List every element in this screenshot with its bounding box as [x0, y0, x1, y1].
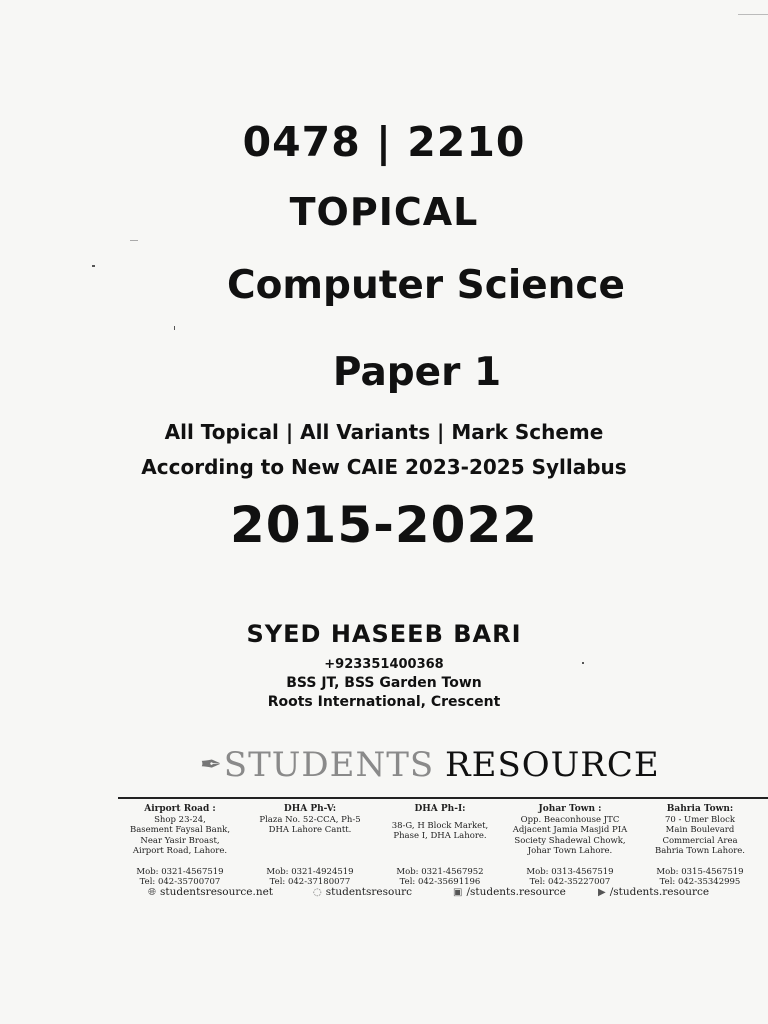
instagram-icon: ◌ [313, 886, 322, 898]
facebook-text: /students.resource [466, 886, 566, 898]
branch-list [118, 804, 768, 888]
address-line: Opp. Beaconhouse JTC [520, 814, 620, 825]
address-line: Johar Town Lahore. [527, 846, 613, 856]
branch-name: DHA Ph-I: [414, 804, 466, 814]
instagram-link[interactable] [313, 886, 453, 898]
author-affiliation-1: BSS JT, BSS Garden Town [286, 675, 482, 691]
author-phone: +923351400368 [324, 657, 444, 672]
address-line: Phase I, DHA Lahore. [393, 831, 487, 841]
topical-heading: TOPICAL [289, 190, 479, 234]
address-line: Commercial Area [662, 835, 738, 846]
instagram-text: studentsresourc [325, 886, 413, 898]
address-line: Bahria Town Lahore. [654, 846, 746, 856]
branch-dha-ph-v [248, 804, 372, 888]
branch-mobile: Mob: 0321-4924519 [266, 866, 354, 877]
address-line: Airport Road, Lahore. [132, 846, 228, 856]
logo-wordmark [224, 745, 660, 785]
branch-address [248, 815, 372, 867]
subtitle-line-2: According to New CAIE 2023-2025 Syllabus [141, 455, 627, 479]
students-resource-logo [200, 745, 680, 785]
website-text: studentsresource.net [160, 886, 274, 898]
branch-telephone: Tel: 042-35227007 [529, 877, 611, 887]
branch-telephone: Tel: 042-35342995 [659, 877, 741, 887]
subject-heading: Computer Science [227, 263, 625, 308]
scan-speck [738, 14, 768, 15]
branch-name: Johar Town : [538, 804, 602, 814]
scan-speck [582, 662, 584, 664]
branch-address [118, 815, 242, 867]
branch-mobile: Mob: 0313-4567519 [526, 866, 614, 877]
globe-icon: 🌐︎ [148, 886, 156, 898]
branch-mobile: Mob: 0321-4567952 [396, 866, 484, 877]
address-line: DHA Lahore Cantt. [268, 825, 352, 835]
address-line: Shop 23-24, [154, 814, 206, 825]
youtube-icon: ▶ [598, 886, 606, 898]
branch-address [638, 815, 762, 867]
logo-word-students: STUDENTS [223, 745, 435, 785]
address-line: Main Boulevard [665, 825, 735, 835]
year-range: 2015-2022 [229, 496, 539, 554]
author-name: SYED HASEEB BARI [246, 620, 522, 648]
branch-telephone: Tel: 042-35691196 [399, 877, 481, 887]
address-line: Plaza No. 52-CCA, Ph-5 [259, 814, 361, 825]
branch-address [508, 815, 632, 867]
branch-name: DHA Ph-V: [283, 804, 337, 814]
branch-johar-town [508, 804, 632, 888]
address-line: 70 - Umer Block [664, 814, 736, 825]
author-affiliation-2: Roots International, Crescent [267, 694, 501, 710]
paper-heading: Paper 1 [332, 350, 502, 395]
branch-mobile: Mob: 0321-4567519 [136, 866, 224, 877]
address-line: Society Shadewal Chowk, [514, 835, 626, 846]
scan-speck [174, 326, 175, 330]
branch-bahria-town [638, 804, 762, 888]
address-line: 38-G, H Block Market, [391, 820, 489, 831]
website-link[interactable] [148, 886, 313, 898]
branch-mobile: Mob: 0315-4567519 [656, 866, 744, 877]
address-line: Basement Faysal Bank, [129, 825, 231, 835]
address-line: Adjacent Jamia Masjid PIA [512, 825, 628, 835]
branch-airport-road [118, 804, 242, 888]
youtube-text: /students.resource [609, 886, 710, 898]
logo-word-resource: RESOURCE [445, 745, 660, 785]
youtube-link[interactable] [598, 886, 748, 898]
branch-telephone: Tel: 042-35700707 [139, 877, 221, 887]
branch-name: Airport Road : [144, 804, 216, 814]
branch-name: Bahria Town: [666, 804, 734, 814]
footer-divider [118, 797, 768, 799]
subtitle-line-1: All Topical | All Variants | Mark Scheme [164, 420, 604, 444]
scan-speck [92, 265, 95, 267]
branch-address [378, 815, 502, 867]
branch-dha-ph-i [378, 804, 502, 888]
social-links [148, 886, 768, 898]
scan-speck [130, 240, 138, 241]
address-line: Near Yasir Broast, [140, 835, 220, 846]
facebook-link[interactable] [453, 886, 598, 898]
quill-logo-icon: ✒ [200, 750, 222, 780]
course-code: 0478 | 2210 [242, 118, 526, 166]
branch-telephone: Tel: 042-37180077 [269, 877, 351, 887]
facebook-icon: ▣ [453, 886, 463, 898]
